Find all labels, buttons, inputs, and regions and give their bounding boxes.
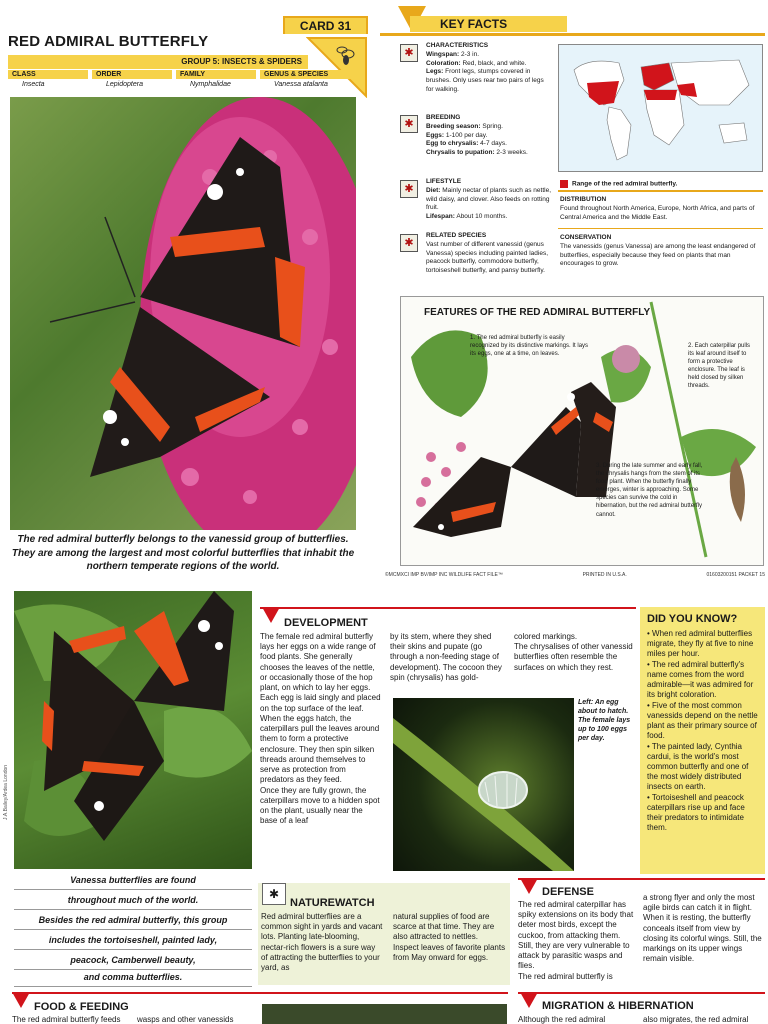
egg-on-stem-image [393,698,574,871]
card-footer [385,572,765,578]
group-bar: GROUP 5: INSECTS & SPIDERS [8,55,308,69]
characteristics-heading: CHARACTERISTICS [426,42,489,49]
migration-column-2: also migrates, the red admiral [643,1015,749,1024]
main-butterfly-photo [10,97,356,530]
fact-line: Diet: Mainly nectar of plants such as nettle, wild daisy, and clover. Also feeds on rotting fruit. [426,186,552,212]
development-column-1: The female red admiral butterfly lays her eggs on a wide range of food plants. She generally chooses the leaves of the nettle, or occasionally those of the hop plant, on which to lay her eggs. Each egg is laid singly and placed on the top surface of the leaf. When the eggs hatch, the caterpillars pull the leaves around them to form a protective enclosure. They then spin silken threads around themselves to serve as protection from predators as they feed. Once they are fully grown, the caterpillars move to a hidden spot on the plant, usually near the base of a leaf [260,632,381,826]
taxonomy-order [92,70,172,88]
fact-line: Wingspan: 2-3 in. [426,50,480,58]
taxonomy-class [8,70,88,88]
divider [12,992,508,994]
feature-note-1: 1. The red admiral butterfly is easily recognized by its distinctive markings. It lays its eggs, one at a time, on leaves. [470,335,589,358]
main-photo-caption: The red admiral butterfly belongs to the vanessid group of butterflies. They are among the largest and most colorful butterflies that inhabit the northern temperate regions of the world. [11,534,355,572]
copyright-text: ©MCMXCI IMP BV/IMP INC WILDLIFE FACT FILE™ [385,572,503,578]
defense-heading: DEFENSE [542,886,594,898]
butterfly-leaves-image [14,591,252,869]
development-column-2: by its stem, where they shed their skins and pupate (go through a non-feeding stage of development). The cocoon they spin (chrysalis) has gold- [390,632,502,682]
feature-note-3: 3. During the late summer and early fall, the chrysalis hangs from the stem of its food plant. When the butterfly finally emerges, winter is approaching. Some species can survive the cold in hibernation, but the red admiral butterfly cannot. [596,463,703,518]
range-legend: Range of the red admiral butterfly. [560,180,677,188]
taxonomy-value: Lepidoptera [106,81,143,88]
page-title: RED ADMIRAL BUTTERFLY [8,33,209,50]
related-species-heading: RELATED SPECIES [426,232,487,239]
photo2-caption-line: and comma butterflies. [14,967,252,987]
lifestyle-icon: ✱ [400,180,418,198]
development-heading: DEVELOPMENT [284,617,368,629]
fact-line: Legs: Front legs, stumps covered in brushes. Only uses rear two pairs of legs for walking. [426,68,544,93]
photo2-caption-line: peacock, Camberwell beauty, [14,950,252,970]
did-you-know-item: • The red admiral butterfly's name comes from the word admirable—it was admired for its bright coloration. [647,660,754,699]
range-swatch-icon [560,180,568,188]
section-chevron-icon [262,607,280,623]
divider [558,190,763,192]
range-map [558,44,763,172]
taxonomy-value: Vanessa atalanta [274,81,328,88]
characteristics-block [426,42,551,95]
photo2-caption-line: throughout much of the world. [14,890,252,910]
photo2-caption-line: includes the tortoiseshell, painted lady, [14,930,252,950]
feature-note-2: 2. Each caterpillar pulls its leaf around itself to form a protective enclosure. The leaf is held closed by silken threads. [688,343,751,390]
characteristics-icon: ✱ [400,44,418,62]
conservation-block [560,234,763,269]
fact-line: Egg to chrysalis: 4-7 days. [426,140,507,148]
fact-line: Lifespan: About 10 months. [426,213,508,221]
migration-column-1: Although the red admiral [518,1015,606,1024]
food-feeding-column-1: The red admiral butterfly feeds [12,1015,121,1024]
related-species-block [426,232,551,276]
naturewatch-heading: NATUREWATCH [290,897,375,909]
distribution-block [560,196,763,222]
butterfly-on-flower-image [10,97,356,530]
taxonomy-genus-species [260,70,352,88]
taxonomy-value: Nymphalidae [190,81,231,88]
did-you-know-title: DID YOU KNOW? [647,613,738,625]
breeding-icon: ✱ [400,115,418,133]
lifestyle-block [426,178,551,222]
food-feeding-column-2: wasps and other vanessids [137,1015,234,1024]
printed-text: PRINTED IN U.S.A. [582,572,627,578]
migration-heading: MIGRATION & HIBERNATION [542,1000,694,1012]
related-species-text: Vast number of different vanessid (genus Vanessa) species including painted ladies, peacock butterfly, commodore butterfly, tortoiseshell butterfly, and pansy butterfly. [426,240,549,275]
food-photo-strip [262,1004,507,1024]
taxonomy-heading: CLASS [8,70,88,79]
fact-line: Coloration: Red, black, and white. [426,59,527,67]
defense-column-1: The red admiral caterpillar has spiky extensions on its body that deter most birds, except the cuckoo, from attacking them. Still, they are very vulnerable to attack by parasitic wasps and flies. The red admiral butterfly is [518,900,634,981]
distribution-heading: DISTRIBUTION [560,196,607,203]
card-number-tab: CARD 31 [283,16,368,34]
egg-macro-photo [393,698,574,871]
fly-emblem-icon [306,36,368,98]
breeding-block [426,114,551,158]
taxonomy-heading: GENUS & SPECIES [260,70,352,79]
fact-line: Eggs: 1-100 per day. [426,131,488,139]
divider [518,992,765,994]
divider [518,878,765,880]
lifestyle-heading: LIFESTYLE [426,178,462,185]
distribution-text: Found throughout North America, Europe, North Africa, and parts of Central America and the Middle East. [560,204,755,221]
features-title: FEATURES OF THE RED ADMIRAL BUTTERFLY [424,307,651,318]
fact-line: Breeding season: Spring. [426,122,503,130]
photo2-caption-line: Besides the red admiral butterfly, this group [14,910,252,930]
did-you-know-box [640,607,765,874]
packet-text: 01603200151 PACKET 15 [706,572,765,578]
key-facts-label: KEY FACTS [410,16,567,32]
related-species-icon: ✱ [400,234,418,252]
taxonomy-heading: ORDER [92,70,172,79]
butterfly-on-leaves-photo [14,591,252,869]
photo-credit: J.A.Bailey/Ardea London [3,764,9,820]
did-you-know-item: • When red admiral butterflies migrate, they fly at five to nine miles per hour. [647,629,754,658]
section-chevron-icon [520,878,538,894]
conservation-heading: CONSERVATION [560,234,612,241]
food-feeding-heading: FOOD & FEEDING [34,1001,129,1013]
fact-line: Chrysalis to pupation: 2-3 weeks. [426,149,528,157]
breeding-heading: BREEDING [426,114,461,121]
section-chevron-icon [520,992,538,1008]
did-you-know-item: • Tortoiseshell and peacock caterpillars rise up and face their predators to intimidate them. [647,793,745,832]
section-chevron-icon [12,992,30,1008]
world-map-image [559,45,762,171]
divider [558,228,763,229]
taxonomy-heading: FAMILY [176,70,256,79]
binoculars-icon: ✱ [262,883,286,905]
key-facts-header [380,14,765,36]
photo2-caption-line: Vanessa butterflies are found [14,870,252,890]
did-you-know-item: • Five of the most common vanessids depend on the nettle plant as their primary source of food. [647,701,758,740]
naturewatch-column-2: natural supplies of food are scarce at that time. They are also attracted to nettles. Inspect leaves of favorite plants from May onward for eggs. [393,912,506,962]
egg-photo-caption: Left: An egg about to hatch. The female lays up to 100 eggs per day. [578,699,631,743]
conservation-text: The vanessids (genus Vanessa) are among the least endangered of butterflies, especially because they feed on plants that man encourages to grow. [560,242,756,268]
did-you-know-item: • The painted lady, Cynthia cardui, is the world's most common butterfly and one of the most widely distributed insects on earth. [647,742,749,791]
taxonomy-family [176,70,256,88]
taxonomy-value: Insecta [22,81,45,88]
divider [260,607,636,609]
naturewatch-column-1: Red admiral butterflies are a common sight in yards and vacant lots. Planting late-blooming, nectar-rich flowers is a sure way of attracting the butterflies to your yard, as [261,912,383,973]
development-column-3: colored markings. The chrysalises of other vanessid butterflies often resemble the surfaces on which they rest. [514,632,633,672]
defense-column-2: a strong flyer and only the most agile birds can catch it in flight. When it is resting, the butterfly conceals itself from view by closing its colorful wings. Still, the markings on its upper wings remain visible. [643,893,762,964]
